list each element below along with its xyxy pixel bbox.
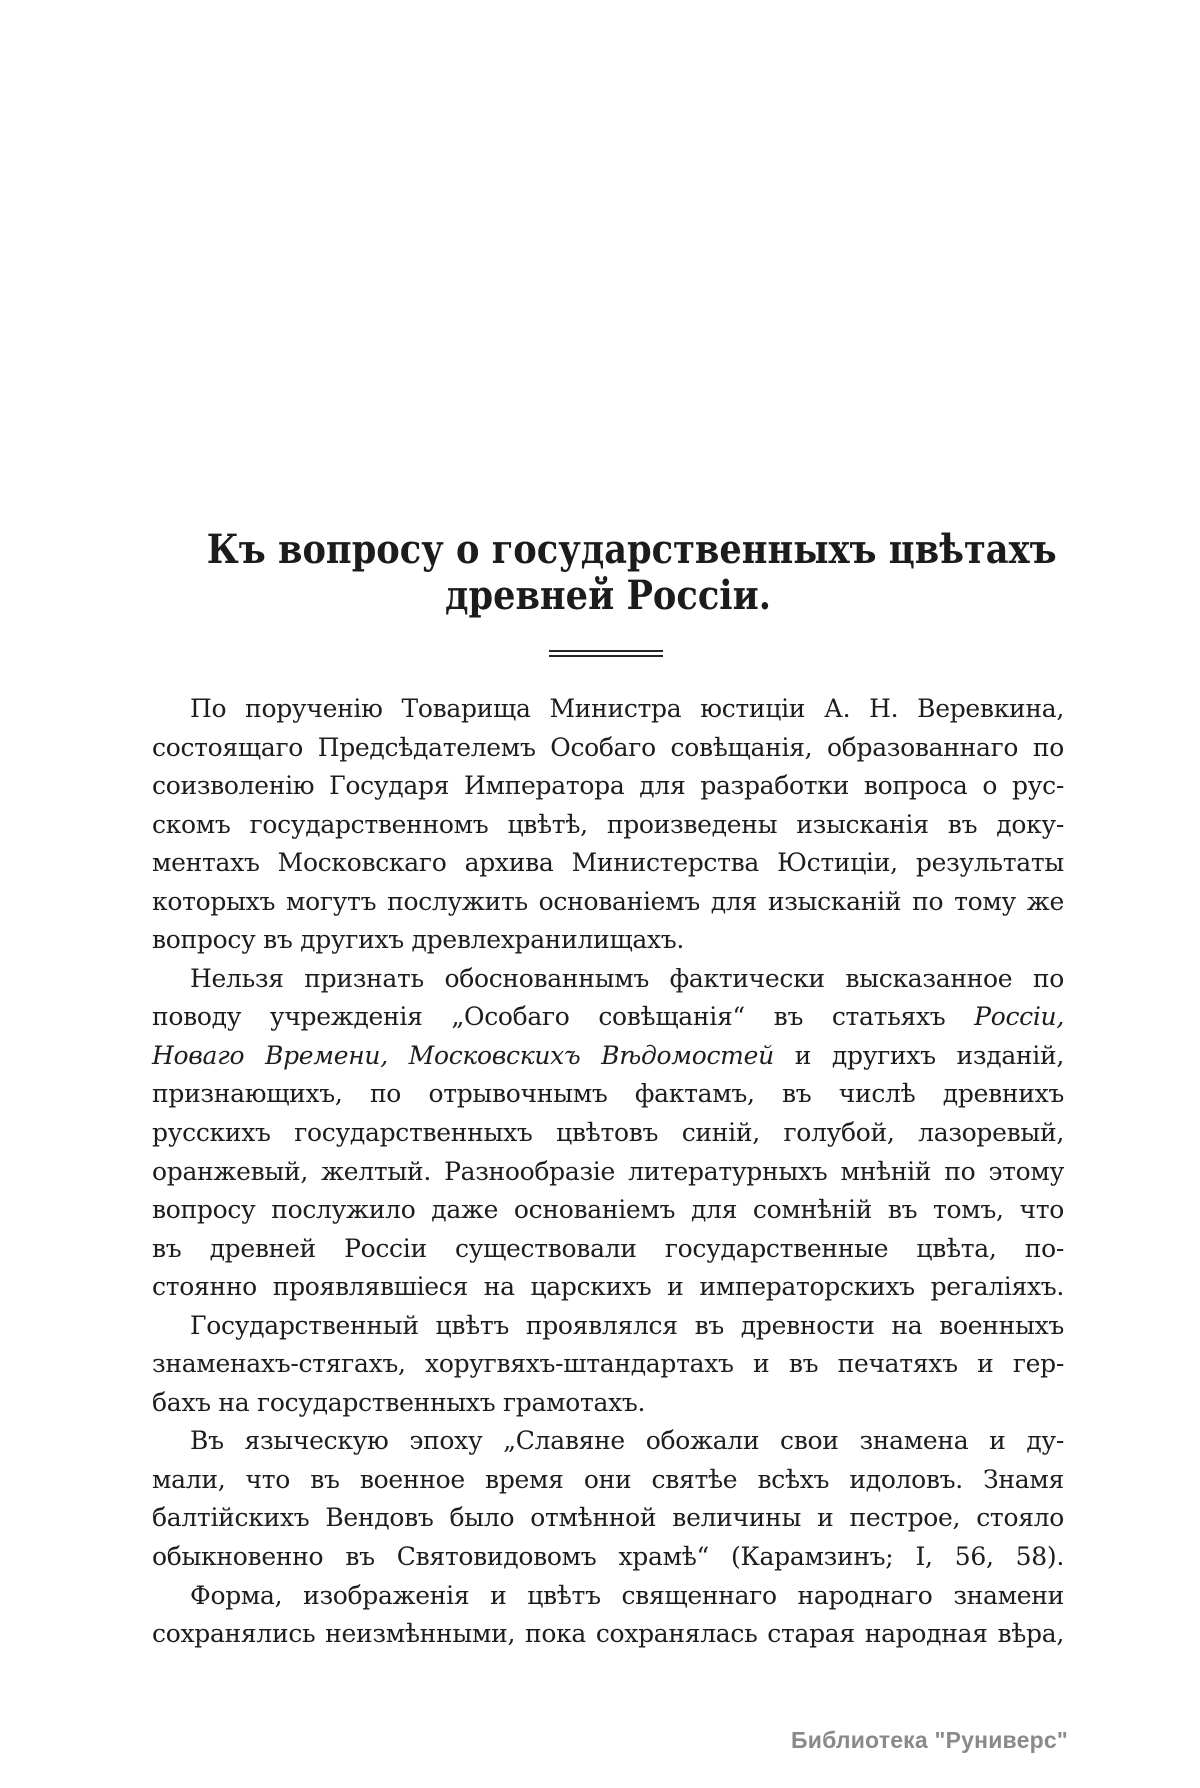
text-segment: въ древней Россіи существовали государственные цвѣта, по-	[152, 1233, 1064, 1263]
text-line	[152, 960, 1064, 999]
text-line	[152, 1499, 1064, 1538]
text-line	[152, 1075, 1064, 1114]
text-line	[152, 1461, 1064, 1500]
text-segment: вопросу въ другихъ древлехранилищахъ.	[152, 925, 685, 955]
article-body	[152, 690, 1064, 1654]
text-segment: знаменахъ-стягахъ, хоругвяхъ-штандартахъ и въ печатяхъ и гер-	[152, 1349, 1064, 1379]
text-segment: балтійскихъ Вендовъ было отмѣнной величины и пестрое, стояло	[152, 1503, 1064, 1533]
text-line	[152, 1384, 1064, 1423]
italic-text-segment: Новаго Времени, Московскихъ Вѣдомостей	[152, 1040, 774, 1070]
text-line	[152, 1345, 1064, 1384]
text-line	[152, 767, 1064, 806]
text-segment: Форма, изображенія и цвѣтъ священнаго народнаго знамени	[190, 1580, 1064, 1610]
text-segment: скомъ государственномъ цвѣтѣ, произведены изысканія въ доку-	[152, 809, 1064, 839]
article-title-line2: древней Россіи.	[444, 572, 771, 619]
text-line	[152, 844, 1064, 883]
text-line	[152, 1538, 1064, 1577]
text-line	[152, 1577, 1064, 1616]
text-segment: стоянно проявлявшіеся на царскихъ и императорскихъ регаліяхъ.	[152, 1272, 1064, 1302]
text-segment: ментахъ Московскаго архива Министерства Юстиціи, результаты	[152, 848, 1064, 878]
text-line	[152, 1153, 1064, 1192]
text-segment: поводу учрежденія „Особаго совѣщанія“ въ статьяхъ	[152, 1002, 975, 1032]
text-line	[152, 998, 1064, 1037]
text-line	[152, 1268, 1064, 1307]
italic-text-segment: Россіи,	[974, 1002, 1064, 1032]
text-line	[152, 883, 1064, 922]
text-segment: оранжевый, желтый. Разнообразіе литературныхъ мнѣній по этому	[152, 1156, 1064, 1186]
title-divider-double-rule	[549, 650, 663, 657]
text-line	[152, 1422, 1064, 1461]
text-line	[152, 690, 1064, 729]
library-watermark: Библиотека "Руниверс"	[791, 1727, 1068, 1753]
text-line	[152, 1114, 1064, 1153]
text-segment: бахъ на государственныхъ грамотахъ.	[152, 1387, 646, 1417]
text-line	[152, 1191, 1064, 1230]
text-segment: и другихъ изданій,	[773, 1040, 1064, 1070]
text-segment: Государственный цвѣтъ проявлялся въ древности на военныхъ	[190, 1310, 1064, 1340]
text-line	[152, 1230, 1064, 1269]
text-line	[152, 1615, 1064, 1654]
text-segment: соизволенію Государя Императора для разработки вопроса о рус-	[152, 771, 1064, 801]
text-line	[152, 1307, 1064, 1346]
text-segment: Въ языческую эпоху „Славяне обожали свои знамена и ду-	[190, 1426, 1064, 1456]
article-title	[206, 526, 1057, 619]
text-line	[152, 1037, 1064, 1076]
text-line	[152, 806, 1064, 845]
text-segment: состоящаго Предсѣдателемъ Особаго совѣщанія, образованнаго по	[152, 732, 1064, 762]
text-segment: По порученію Товарища Министра юстиціи А. Н. Веревкина,	[190, 694, 1064, 723]
text-segment: Нельзя признать обоснованнымъ фактически высказанное по	[190, 963, 1064, 993]
text-segment: сохранялись неизмѣнными, пока сохранялась старая народная вѣра,	[152, 1619, 1064, 1649]
text-segment: которыхъ могутъ послужить основаніемъ для изысканій по тому же	[152, 886, 1064, 916]
text-segment: вопросу послужило даже основаніемъ для сомнѣній въ томъ, что	[152, 1195, 1064, 1225]
text-segment: признающихъ, по отрывочнымъ фактамъ, въ числѣ древнихъ	[152, 1079, 1064, 1109]
text-segment: русскихъ государственныхъ цвѣтовъ синій, голубой, лазоревый,	[152, 1118, 1064, 1148]
text-line	[152, 729, 1064, 768]
text-line	[152, 921, 1064, 960]
text-segment: мали, что въ военное время они святѣе всѣхъ идоловъ. Знамя	[152, 1464, 1064, 1494]
text-segment: обыкновенно въ Святовидовомъ храмѣ“ (Карамзинъ; I, 56, 58).	[152, 1542, 1064, 1572]
article-title-line1: Къ вопросу о государственныхъ цвѣтахъ	[206, 526, 1057, 573]
